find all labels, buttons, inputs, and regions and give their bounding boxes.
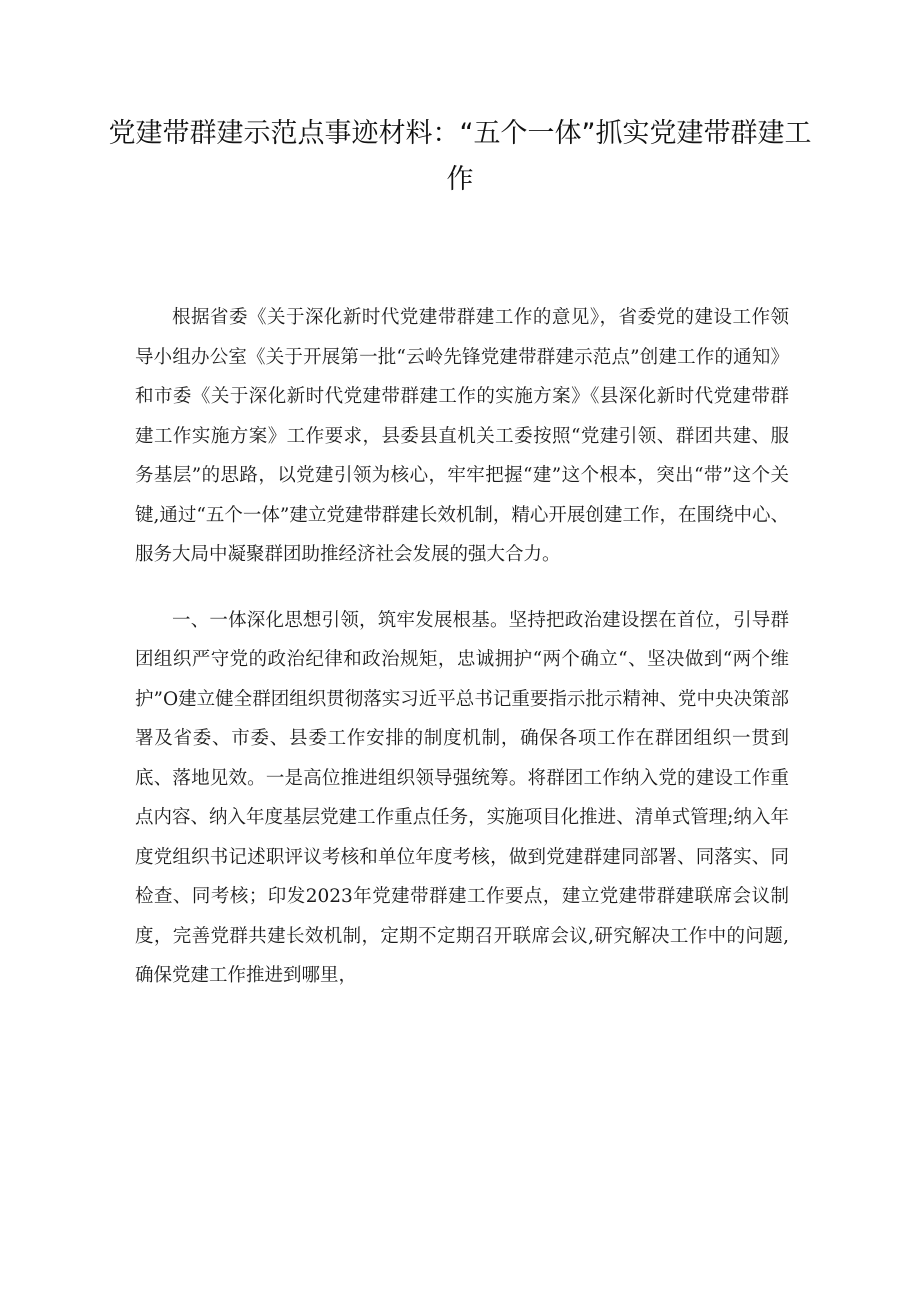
intro-paragraph: 根据省委《关于深化新时代党建带群建工作的意见》，省委党的建设工作领导小组办公室《关于开展第一批“云岭先锋党建带群建示范点”创建工作的通知》和市委《关于深化新时代党建带群建工作的实施方案》《县深化新时代党建带群建工作实施方案》工作要求，县委县直机关工委按照“党建引领、群团共建、服务基层”的思路，以党建引领为核心，牢牢把握“建”这个根本，突出“带”这个关键,通过“五个一体”建立党建带群建长效机制，精心开展创建工作，在围绕中心、服务大局中凝聚群团助推经济社会发展的强大合力。: [135, 307, 789, 565]
document-title: 党建带群建示范点事迹材料：“五个一体”抓实党建带群建工作: [108, 118, 812, 195]
document-body: [135, 298, 789, 996]
section-one-paragraph: 一、一体深化思想引领，筑牢发展根基。坚持把政治建设摆在首位，引导群团组织严守党的政治纪律和政治规矩，忠诚拥护“两个确立“、坚决做到“两个维护”O建立健全群团组织贯彻落实习近平总书记重要指示批示精神、党中央决策部署及省委、市委、县委工作安排的制度机制，确保各项工作在群团组织一贯到底、落地见效。一是高位推进组织领导强统筹。将群团工作纳入党的建设工作重点内容、纳入年度基层党建工作重点任务，实施项目化推进、清单式管理;纳入年度党组织书记述职评议考核和单位年度考核，做到党建群建同部署、同落实、同检查、同考核；印发2023年党建带群建工作要点，建立党建带群建联席会议制度，完善党群共建长效机制，定期不定期召开联席会议,研究解决工作中的问题,确保党建工作推进到哪里，: [135, 609, 789, 986]
